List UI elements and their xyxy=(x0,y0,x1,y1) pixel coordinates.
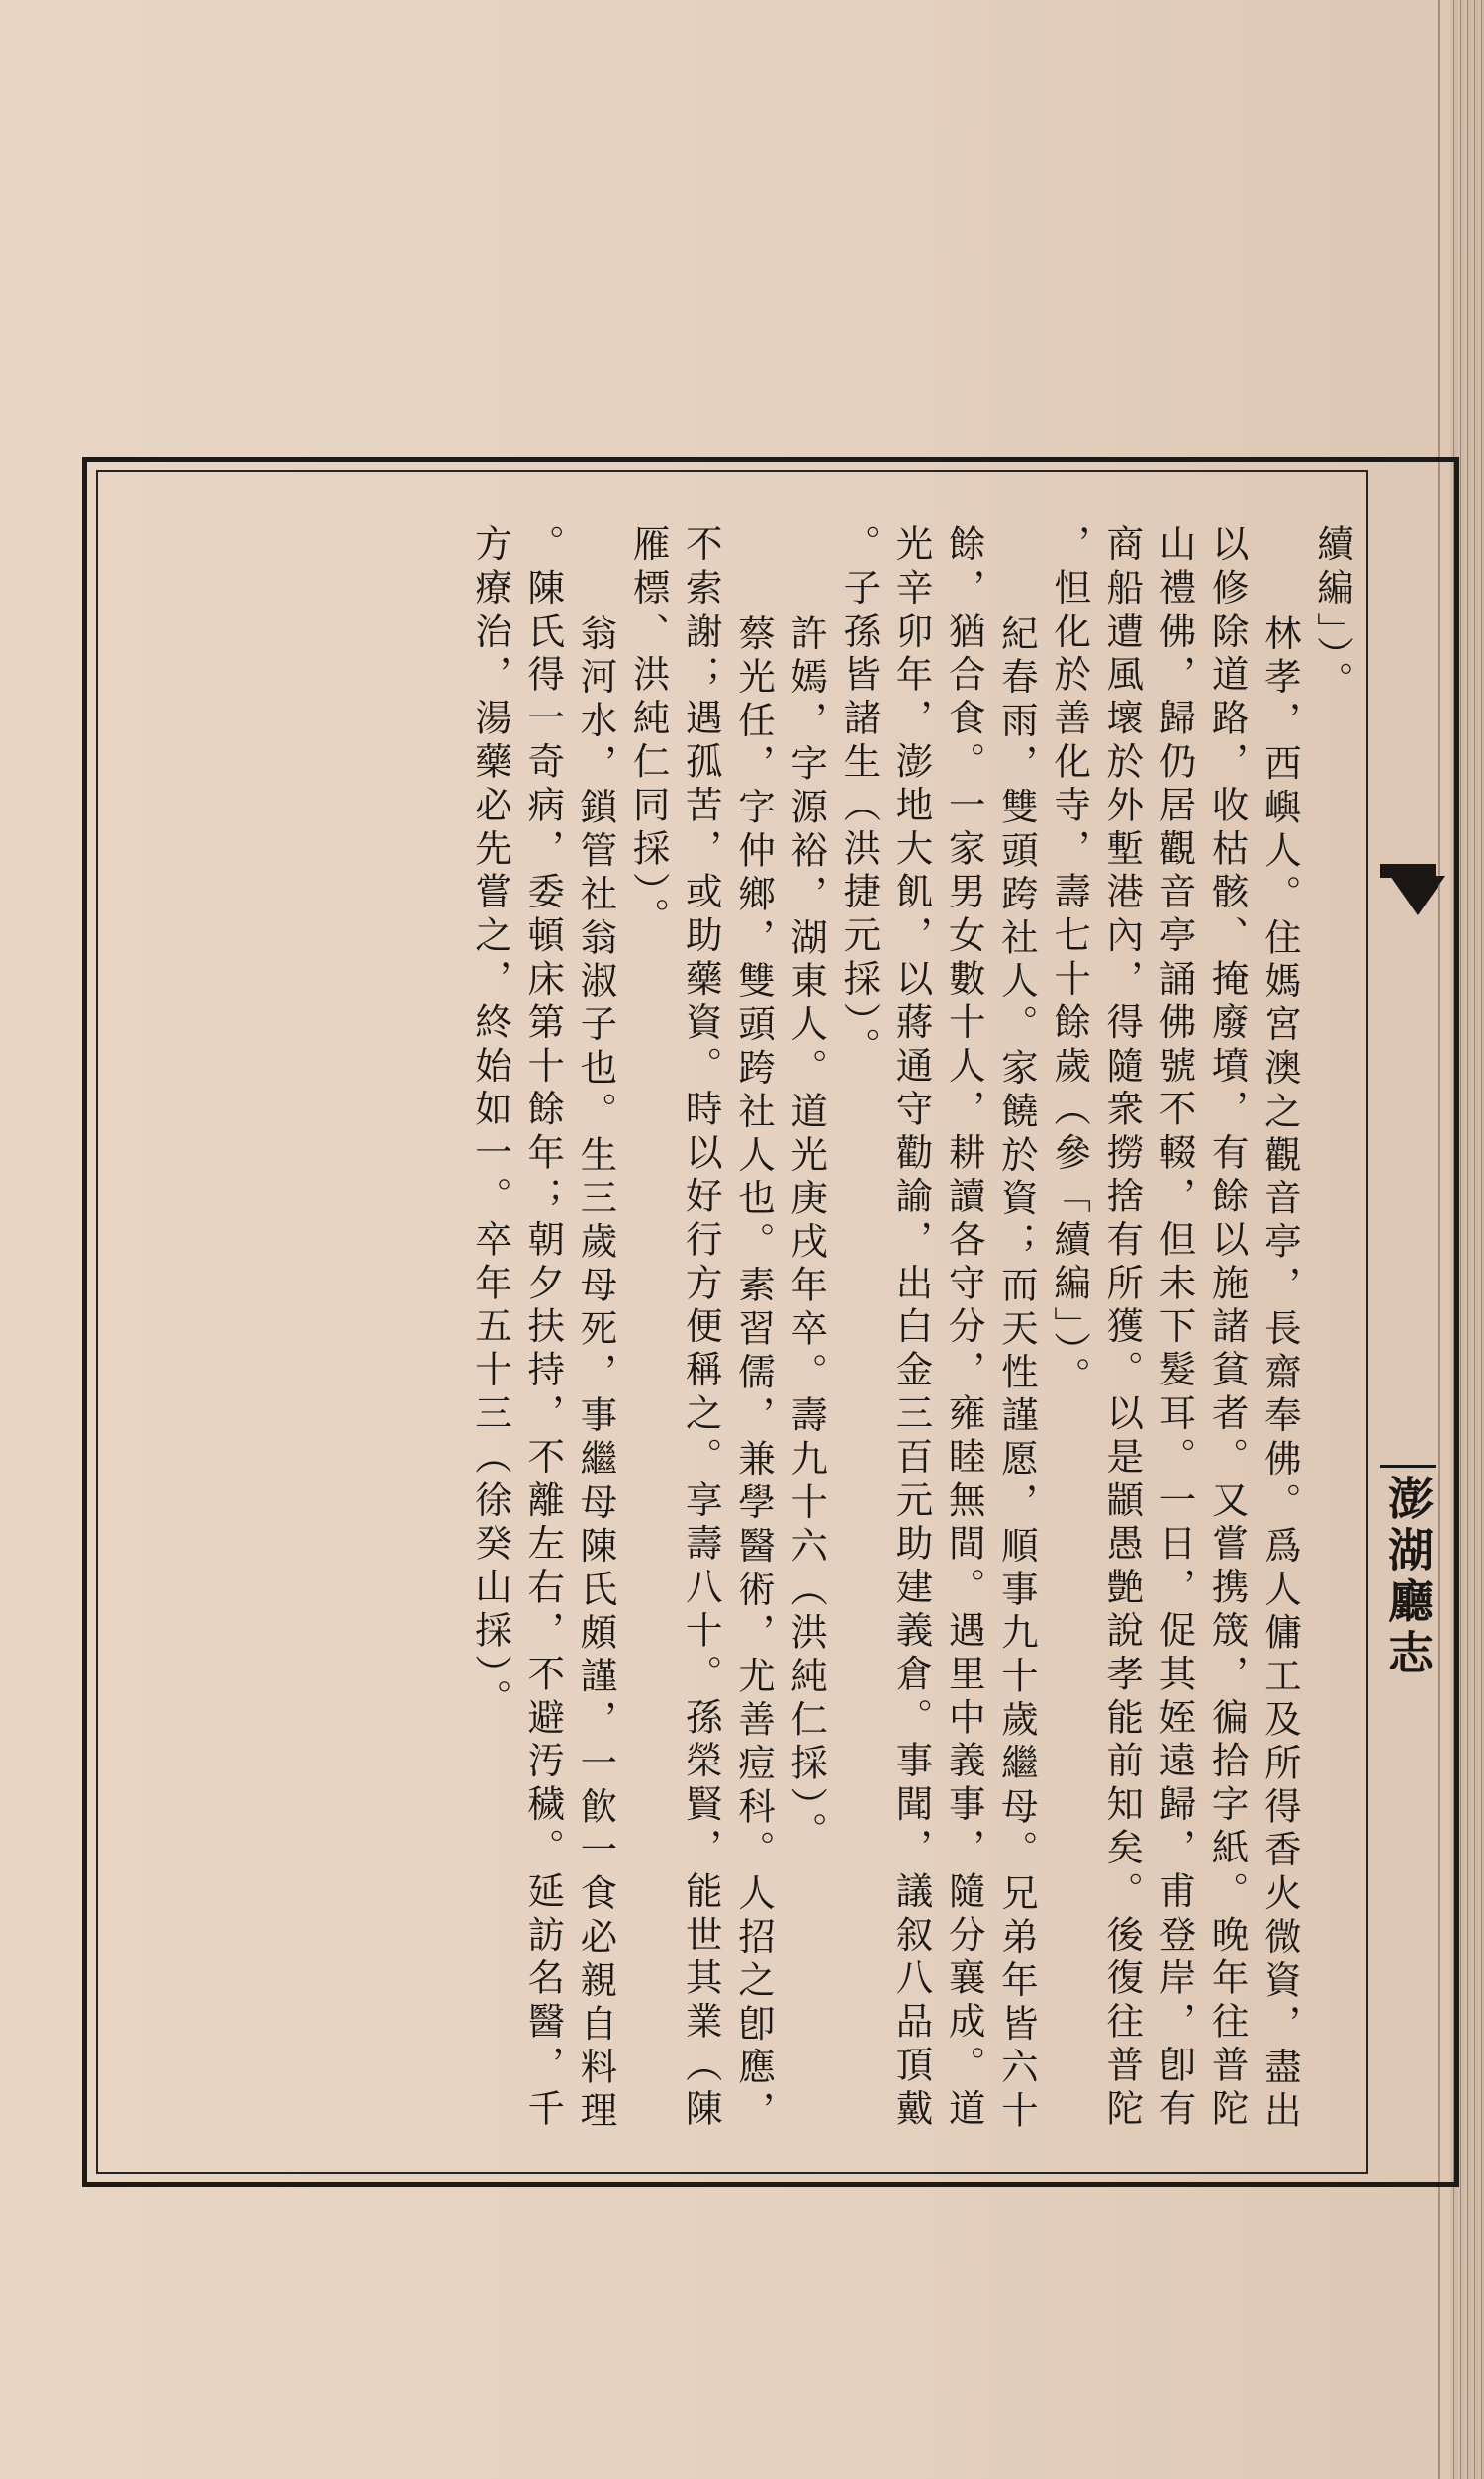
text-column: 蔡光任，字仲鄉，雙頭跨社人也。素習儒，兼學醫術，尤善痘科。人招之卽應， xyxy=(731,614,776,2135)
text-column: 翁河水，鎖管社翁淑子也。生三歲母死，事繼母陳氏頗謹，一飮一食必親自料理 xyxy=(574,614,618,2135)
text-column: 山禮佛，歸仍居觀音亭誦佛號不輟，但未下髮耳。一日，促其姪遠歸，甫登岸，卽有 xyxy=(1153,524,1197,2133)
text-column: 。陳氏得一奇病，委頓床第十餘年；朝夕扶持，不離左右，不避汚穢。延訪名醫，千 xyxy=(521,524,566,2133)
text-column: 不索謝；遇孤苦，或助藥資。時以好行方便稱之。享壽八十。孫榮賢，能世其業（陳 xyxy=(679,524,723,2133)
fishtail-mark xyxy=(1390,876,1445,915)
text-column: 許嫣，字源裕，湖東人。道光庚戌年卒。壽九十六（洪純仁採）。 xyxy=(785,614,829,1856)
page-gutter xyxy=(1368,470,1447,2174)
text-column: 光辛卯年，澎地大飢，以蔣通守勸諭，出白金三百元助建義倉。事聞，議叙八品頂戴 xyxy=(889,524,934,2133)
text-column: 。子孫皆諸生（洪捷元採）。 xyxy=(837,524,881,1071)
text-column: 雁標、洪純仁同採）。 xyxy=(626,524,671,941)
text-column: 以修除道路，收枯骸、掩廢墳，有餘以施諸貧者。又嘗携筬，徧拾字紙。晚年往普陀 xyxy=(1205,524,1250,2133)
text-column: 餘，猶合食。一家男女數十人，耕讀各守分，雍睦無間。遇里中義事，隨分襄成。道 xyxy=(942,524,986,2133)
text-column: 商船遭風壞於外塹港內，得隨衆撈捨有所獲。以是顓愚艶說孝能前知矣。後復往普陀 xyxy=(1100,524,1145,2133)
text-column: 方療治，湯藥必先嘗之，終始如一。卒年五十三（徐癸山採）。 xyxy=(469,524,512,1723)
gutter-rule xyxy=(1380,1465,1436,1468)
gutter-title: 澎湖廳志 xyxy=(1381,1475,1435,1680)
text-column: 續編」）。 xyxy=(1311,524,1354,705)
text-column: 紀春雨，雙頭跨社人。家饒於資；而天性謹愿，順事九十歲繼母。兄弟年皆六十 xyxy=(994,614,1039,2135)
text-column: 林孝，西嶼人。住媽宮澳之觀音亭，長齋奉佛。爲人傭工及所得香火微資，盡出 xyxy=(1257,614,1302,2135)
text-column: ，怛化於善化寺，壽七十餘歲（參「續編」）。 xyxy=(1048,524,1092,1400)
vertical-text-block xyxy=(111,524,1357,2147)
